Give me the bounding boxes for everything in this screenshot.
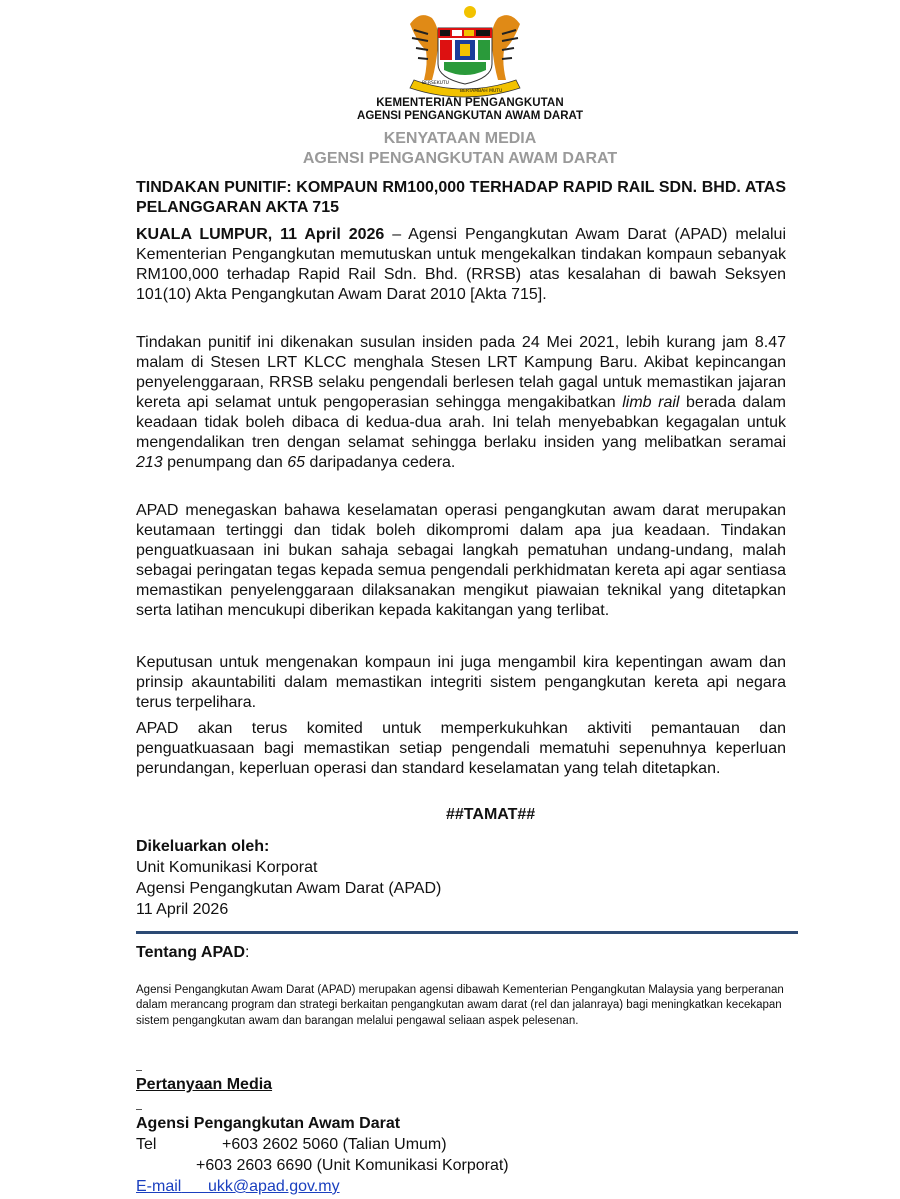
media-enquiry-heading: Pertanyaan Media [136,1076,273,1093]
dateline: KUALA LUMPUR, 11 April 2026 [136,226,385,243]
about-heading-text: Tentang APAD [136,944,246,961]
contact-agency: Agensi Pengangkutan Awam Darat [136,1115,401,1132]
paragraph-2-text-c: penumpang dan [162,454,288,471]
injured-count: 65 [287,454,306,471]
about-heading-colon: : [245,944,250,961]
issued-by-agency: Agensi Pengangkutan Awam Darat (APAD) [136,880,442,897]
section-divider [136,931,798,934]
underline-mark [136,1109,142,1110]
end-marker: ##TAMAT## [446,806,536,823]
ministry-name: KEMENTERIAN PENGANGKUTAN [376,97,564,109]
press-release-title: TINDAKAN PUNITIF: KOMPAUN RM100,000 TERHADAP RAPID RAIL SDN. BHD. ATAS PELANGGARAN AKTA 715 [136,179,786,216]
issued-by-unit: Unit Komunikasi Korporat [136,859,318,876]
underline-mark [136,1070,142,1071]
email-link[interactable]: ukk@apad.gov.my [208,1178,340,1195]
paragraph-3: APAD menegaskan bahawa keselamatan operasi pengangkutan awam darat merupakan keutamaan tertinggi dan tidak boleh dikompromi dalam apa jua keadaan. Tindakan penguatkuasaan ini bukan sahaja sebagai langkah pematuhan undang-undang, malah sebagai peringatan tegas kepada semua pengendali perkhidmatan kereta api agar sentiasa memastikan penyelenggaraan dilaksanakan mengikut piawaian teknikal yang ditetapkan serta latihan mencukupi diberikan kepada kakitangan yang terlibat. [136,502,786,619]
issued-by-label: Dikeluarkan oleh: [136,838,270,855]
paragraph-4: Keputusan untuk mengenakan kompaun ini juga mengambil kira kepentingan awam dan prinsip akauntabiliti dalam memastikan integriti sistem pengangkutan kereta api negara terus terpelihara. [136,654,786,711]
document-agency: AGENSI PENGANGKUTAN AWAM DARAT [302,150,618,167]
about-text: Agensi Pengangkutan Awam Darat (APAD) merupakan agensi dibawah Kementerian Pengangkutan Malaysia yang berperanan dalam merancang program dan strategi berkaitan pengangkutan awam darat (rel dan jalanraya) bagi meningkatkan kecekapan sistem pengangkutan awam dan barangan melalui pengawal seliaan aspek pelesenan. [136,984,784,1027]
paragraph-2-text-a: Tindakan punitif ini dikenakan susulan insiden pada 24 Mei 2021, lebih kurang jam 8.47 malam di Stesen LRT KLCC menghala Stesen LRT Kampung Baru. Akibat kepincangan penyelenggaraan, RRSB selaku pengendali berlesen telah gagal untuk memastikan jajaran kereta api selamat untuk pengoperasian sehingga mengakibatkan [136,334,786,411]
paragraph-2-text-d: daripadanya cedera. [305,454,456,471]
paragraph-2-text-b: berada dalam keadaan tidak boleh dibaca di kedua-dua arah. Ini telah menyebabkan kegagalan untuk mengendalikan tren dengan selamat sehingga berlaku insiden yang melibatkan seramai [136,394,786,451]
issued-by-block [136,836,441,920]
passenger-count: 213 [136,454,163,471]
issued-date: 11 April 2026 [136,901,229,918]
paragraph-1-text: – Agensi Pengangkutan Awam Darat (APAD) melalui Kementerian Pengangkutan memutuskan untuk mengekalkan tindakan kompaun sebanyak RM100,000 terhadap Rapid Rail Sdn. Bhd. (RRSB) atas kesalahan di bawah Seksyen 101(10) Akta Pengangkutan Awam Darat 2010 [Akta 715]. [136,226,787,303]
email-contact[interactable] [136,1178,340,1196]
agency-name: AGENSI PENGANGKUTAN AWAM DARAT [357,110,583,122]
tel-corporate: +603 2603 6690 (Unit Komunikasi Korporat) [196,1157,509,1174]
paragraph-2 [136,333,786,473]
paragraph-5: APAD akan terus komited untuk memperkukuhkan aktiviti pemantauan dan penguatkuasaan bagi memastikan setiap pengendali mematuhi sepenuhnya keperluan perundangan, keperluan operasi dan standard keselamatan yang telah ditetapkan. [136,720,786,777]
limb-rail-term: limb rail [622,394,680,411]
malaysia-coat-of-arms-icon [400,4,530,100]
tel-general: +603 2602 5060 (Talian Umum) [222,1136,447,1153]
document-type: KENYATAAN MEDIA [383,130,537,147]
tel-label: Tel [136,1136,157,1153]
email-label: E-mail [136,1178,182,1195]
crest-motto-left: BERSEKUTU [422,81,449,86]
about-heading [136,944,249,962]
crest-motto-right: BERTAMBAH MUTU [460,89,503,94]
paragraph-1 [136,225,786,305]
